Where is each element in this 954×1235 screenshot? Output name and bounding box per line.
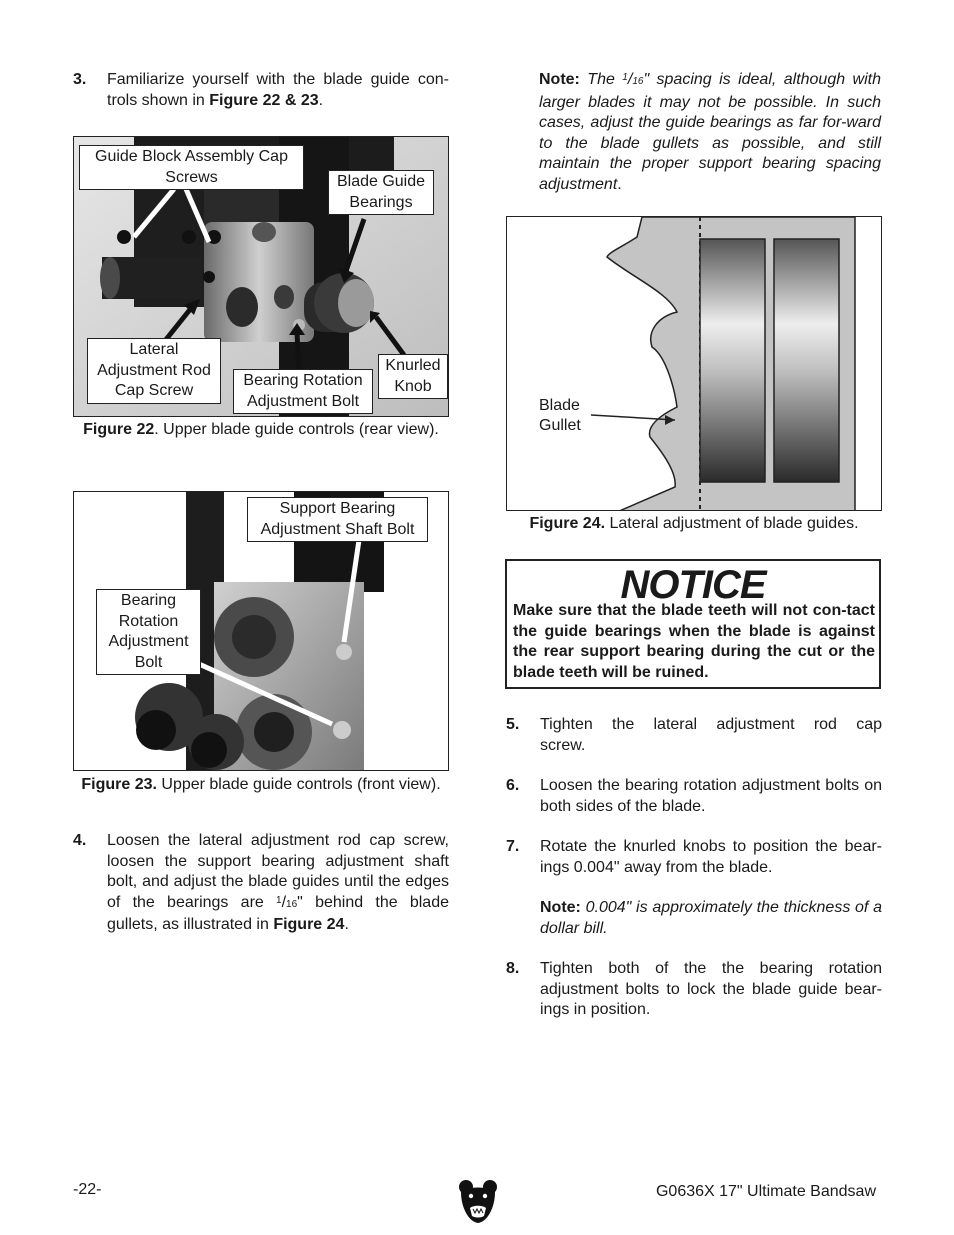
step-number: 3. [73,71,87,88]
step-text: Rotate the knurled knobs to position the bear-ings 0.004" away from the blade. [540,838,882,876]
callout-bearing-rotation-bolt: Bearing Rotation Adjustment Bolt [233,369,373,414]
figure-24-caption: Figure 24. Lateral adjustment of blade guides. [529,515,859,532]
page-number: -22- [73,1181,102,1198]
notice-title: NOTICE [620,563,766,607]
step-text: Familiarize yourself with the blade guide con-trols shown in Figure 22 & 23. [107,71,449,109]
figure-24-diagram [506,216,882,511]
bear-logo-icon [457,1178,499,1224]
step-5 [506,715,882,756]
callout-blade-guide-bearings: Blade Guide Bearings [328,170,434,215]
callout-support-bearing-shaft-bolt: Support Bearing Adjustment Shaft Bolt [247,497,428,542]
step-number: 8. [506,960,520,977]
step-7 [506,837,882,878]
step-text: Loosen the lateral adjustment rod cap screw, loosen the support bearing adjustment shaft bolt, and adjust the blade guides until the edges of the bearings are $^1$/16" behind the blade gullets, as illustrated in Figure 24. [107,832,449,933]
label-blade: Blade [539,397,580,414]
step-text: Tighten the lateral adjustment rod cap screw. [540,716,882,754]
step-number: 6. [506,777,520,794]
blade-gullet-diagram [507,217,882,511]
step-number: 5. [506,716,520,733]
step-text: Loosen the bearing rotation adjustment bolts on both sides of the blade. [540,777,882,815]
figure-22-photo [73,136,449,417]
callout-guide-block-cap-screws: Guide Block Assembly Cap Screws [79,145,304,190]
note-dollar-bill: Note: 0.004" is approximately the thickness of a dollar bill. [540,899,882,937]
step-text: Tighten both of the the bearing rotation adjustment bolts to lock the blade guide bear-ings in position. [540,960,882,1018]
callout-lateral-adjustment-rod: Lateral Adjustment Rod Cap Screw [87,338,221,404]
step-number: 7. [506,838,520,855]
notice-box [505,559,881,689]
step-3 [73,70,449,111]
figure-23-caption: Figure 23. Upper blade guide controls (front view). [81,776,441,793]
step-number: 4. [73,832,87,849]
model-name: G0636X 17" Ultimate Bandsaw [655,1183,876,1200]
step-4 [73,831,449,936]
figure-22-caption: Figure 22. Upper blade guide controls (rear view). [83,421,439,438]
notice-text: Make sure that the blade teeth will not con-tact the guide bearings when the blade is against the rear support bearing during the cut or the blade teeth will be ruined. [513,602,875,681]
callout-knurled-knob: Knurled Knob [378,354,448,399]
note-spacing: Note: The $^1$/16" spacing is ideal, although with larger blades it may not be possible. In such cases, adjust the guide bearings as far for-ward to the blade gullets as possible, and still maintain the proper support bearing spacing adjustment. [539,71,881,193]
figure-23-photo [73,491,449,771]
callout-bearing-rotation-bolt: Bearing Rotation Adjustment Bolt [96,589,201,675]
label-gullet: Gullet [539,417,581,434]
step-8 [506,959,882,1021]
step-6 [506,776,882,817]
